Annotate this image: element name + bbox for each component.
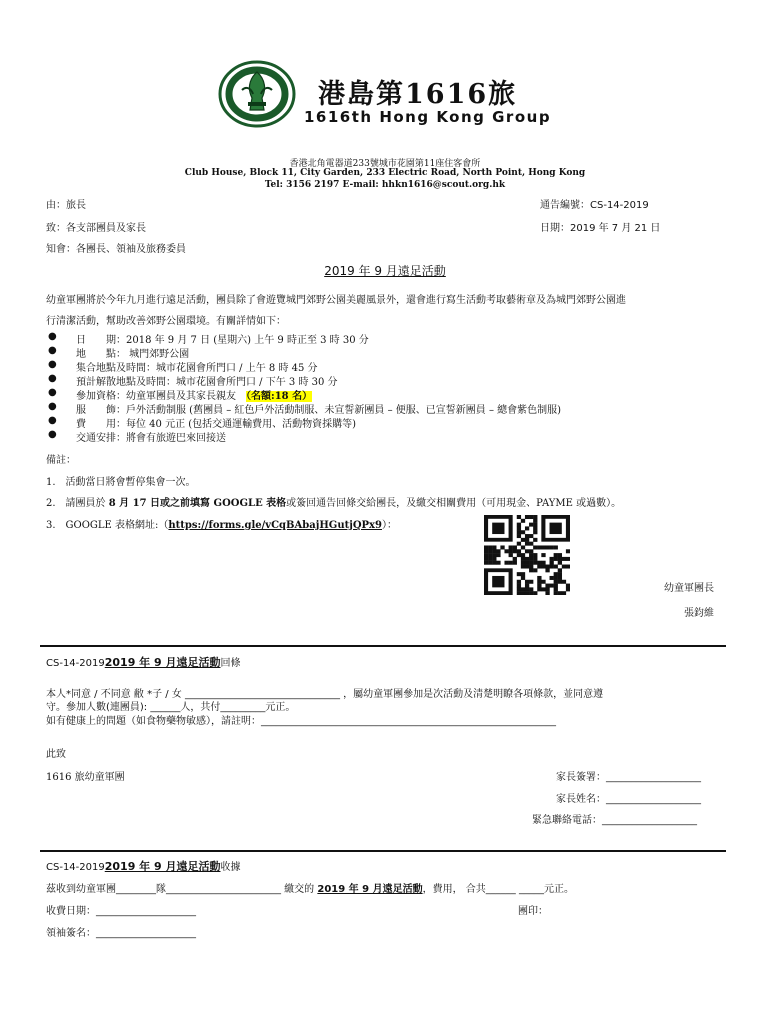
scout-logo (218, 60, 296, 128)
reply-health-line: 如有健康上的問題（如食物藥物敏感），請註明：___________________________________________________________ (46, 716, 556, 727)
detail-transport: 交通安排：將會有旅遊巴來回接送 (76, 433, 226, 444)
bullet-icon: ● (48, 387, 57, 398)
group-title-zh: 港島第1616旅 (318, 79, 518, 110)
receipt-date-field[interactable]: 收費日期：____________________ (46, 906, 196, 917)
group-title-en: 1616th Hong Kong Group (304, 108, 552, 126)
group-stamp-label: 團印： (518, 906, 548, 917)
bullet-icon: ● (48, 429, 57, 440)
to-line: 致：各支部團員及家長 (46, 223, 146, 234)
addressee: 1616 旅幼童軍團 (46, 772, 125, 783)
leader-signature-field[interactable]: 領袖簽名：____________________ (46, 928, 196, 939)
cc-line: 知會：各團長、領袖及旅務委員 (46, 244, 186, 255)
intro-line-2: 行清潔活動，幫助改善郊野公園環境。有關詳情如下： (46, 316, 286, 327)
notice-date: 日期：2019 年 7 月 21 日 (540, 223, 661, 234)
receipt-header: CS-14-20192019 年 9 月遠足活動收據 (46, 860, 241, 873)
detail-date: 日 期：2018 年 9 月 7 日 (星期六) 上午 9 時正至 3 時 30 分 (76, 335, 369, 346)
notice-title: 2019 年 9 月遠足活動 (324, 264, 446, 278)
salutation: 此致 (46, 749, 66, 760)
detail-assembly: 集合地點及時間：城市花園會所門口 / 上午 8 時 45 分 (76, 363, 318, 374)
remark-2: 2. 請團員於 8 月 17 日或之前填寫 GOOGLE 表格或簽回通告回條交給團長，及繳交相關費用（可用現金、PAYME 或過數）。 (46, 498, 622, 509)
intro-line-1: 幼童軍團將於今年九月進行遠足活動，團員除了會遊覽城門郊野公園美麗風景外，還會進行寫生活動考取藝術章及為城門郊野公園進 (46, 295, 626, 306)
reply-attendance-line: 守。參加人數(連團員): ______人，共付_________元正。 (46, 702, 296, 713)
address-en: Club House, Block 11, City Garden, 233 Electric Road, North Point, Hong Kong (184, 168, 586, 178)
receipt-line: 茲收到幼童軍團________隊_______________________ 繳交的 2019 年 9 月遠足活動，費用， 合共______ _____元正。 (46, 884, 574, 895)
detail-fee: 費 用：每位 40 元正 (包括交通運輸費用、活動物資採購等) (76, 419, 357, 430)
detail-dismissal: 預計解散地點及時間：城市花園會所門口 / 下午 3 時 30 分 (76, 377, 338, 388)
reply-consent-line: 本人*同意 / 不同意 敝 *子 / 女 _______________________________ ，屬幼童軍團參加是次活動及清楚明瞭各項條款，並同意遵 (46, 689, 604, 700)
bullet-icon: ● (48, 373, 57, 384)
remark-3: 3. GOOGLE 表格網址:（https://forms.gle/vCqBAbajHGutjQPx9）： (46, 520, 397, 531)
detail-location: 地 點： 城門郊野公園 (76, 349, 190, 360)
divider-receipt (40, 850, 726, 852)
bullet-icon: ● (48, 359, 57, 370)
google-form-link[interactable]: https://forms.gle/vCqBAbajHGutjQPx9 (168, 520, 382, 531)
detail-eligibility: 參加資格：幼童軍團員及其家長親友 （名額:18 名） (76, 391, 313, 402)
divider-reply (40, 645, 726, 647)
detail-uniform: 服 飾：戶外活動制服 (舊團員 – 紅色戶外活動制服、未宣誓新團員 – 便服、已宣誓新團員 – 總會紫色制服) (76, 405, 562, 416)
emergency-contact-field[interactable]: 緊急聯絡電話：___________________ (532, 815, 697, 826)
bullet-icon: ● (48, 331, 57, 342)
bullet-icon: ● (48, 415, 57, 426)
signatory-name: 張鈞維 (684, 608, 714, 619)
qr-code (484, 515, 570, 595)
remarks-label: 備註： (46, 455, 76, 466)
remark-1: 1. 活動當日將會暫停集會一次。 (46, 477, 196, 488)
notice-number: 通告編號：CS-14-2019 (540, 200, 649, 211)
from-line: 由：旅長 (46, 200, 86, 211)
quota-highlight: （名額:18 名） (246, 391, 313, 402)
signatory-role: 幼童軍團長 (664, 583, 714, 594)
contact-line: Tel: 3156 2197 E-mail: hhkn1616@scout.org.hk (264, 180, 506, 190)
bullet-icon: ● (48, 345, 57, 356)
bullet-icon: ● (48, 401, 57, 412)
parent-name-field[interactable]: 家長姓名：___________________ (556, 794, 701, 805)
parent-signature-field[interactable]: 家長簽署：___________________ (556, 772, 701, 783)
address-zh: 香港北角電器道233號城市花園第11座住客會所 (289, 159, 481, 169)
reply-header: CS-14-20192019 年 9 月遠足活動回條 (46, 656, 241, 669)
